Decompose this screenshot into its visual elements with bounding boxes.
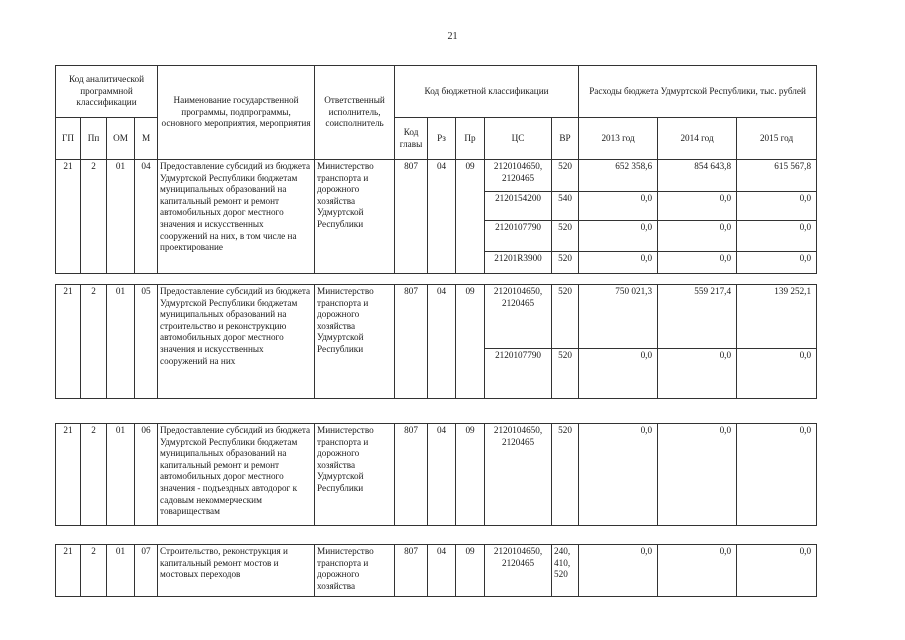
- cell-kod: 807: [395, 285, 428, 399]
- cell-vr: 520: [552, 285, 579, 349]
- cell-executor: Министерство транспорта и дорожного хозяйства: [315, 545, 395, 597]
- cell-vr: 240, 410, 520: [552, 545, 579, 597]
- cell-name: Строительство, реконструкция и капитальный ремонт мостов и мостовых переходов: [158, 545, 315, 597]
- header-name: Наименование государственной программы, подпрограммы, основного мероприятия, мероприятия: [158, 66, 315, 160]
- header-2013: 2013 год: [579, 118, 658, 160]
- page-number: 21: [447, 31, 458, 42]
- cell-gp: 21: [56, 424, 81, 526]
- cell-2014: 0,0: [658, 545, 737, 597]
- cell-rz: 04: [428, 285, 456, 399]
- table-body: [56, 160, 817, 597]
- cell-2015: 139 252,1: [737, 285, 817, 349]
- cell-om: 01: [107, 285, 135, 399]
- header-cs: ЦС: [485, 118, 552, 160]
- cell-vr: 520: [552, 160, 579, 192]
- table-row: [56, 285, 817, 349]
- cell-name: Предоставление субсидий из бюджета Удмуртской Республики бюджетам муниципальных образований на строительство и реконструкцию автомобильных дорог местного значения и искусственных сооружений на них: [158, 285, 315, 399]
- cell-2014: 854 643,8: [658, 160, 737, 192]
- cell-gp: 21: [56, 545, 81, 597]
- cell-rz: 04: [428, 545, 456, 597]
- cell-m: 06: [135, 424, 158, 526]
- cell-2015: 0,0: [737, 349, 817, 399]
- cell-pr: 09: [456, 424, 485, 526]
- cell-2014: 0,0: [658, 192, 737, 221]
- cell-2014: 559 217,4: [658, 285, 737, 349]
- cell-2014: 0,0: [658, 252, 737, 274]
- cell-cs: 2120107790: [485, 349, 552, 399]
- cell-gp: 21: [56, 285, 81, 399]
- header-rz: Рз: [428, 118, 456, 160]
- cell-2013: 0,0: [579, 349, 658, 399]
- cell-rz: 04: [428, 160, 456, 274]
- cell-m: 07: [135, 545, 158, 597]
- cell-2015: 0,0: [737, 192, 817, 221]
- cell-om: 01: [107, 160, 135, 274]
- cell-cs: 2120104650, 2120465: [485, 545, 552, 597]
- cell-m: 04: [135, 160, 158, 274]
- table-header: [56, 66, 817, 160]
- cell-2013: 0,0: [579, 424, 658, 526]
- cell-pp: 2: [81, 160, 107, 274]
- header-2014: 2014 год: [658, 118, 737, 160]
- cell-2015: 0,0: [737, 545, 817, 597]
- header-analytic-code: Код аналитической программной классификации: [56, 66, 158, 118]
- header-pp: Пп: [81, 118, 107, 160]
- cell-2015: 0,0: [737, 221, 817, 252]
- cell-rz: 04: [428, 424, 456, 526]
- cell-kod: 807: [395, 160, 428, 274]
- cell-vr: 520: [552, 349, 579, 399]
- cell-executor: Министерство транспорта и дорожного хозяйства Удмуртской Республики: [315, 424, 395, 526]
- header-expenses: Расходы бюджета Удмуртской Республики, тыс. рублей: [579, 66, 817, 118]
- cell-cs: 2120104650, 2120465: [485, 285, 552, 349]
- table-row: [56, 160, 817, 192]
- header-m: М: [135, 118, 158, 160]
- cell-2013: 0,0: [579, 221, 658, 252]
- cell-2014: 0,0: [658, 349, 737, 399]
- cell-pp: 2: [81, 545, 107, 597]
- header-vr: ВР: [552, 118, 579, 160]
- budget-table: [55, 65, 817, 597]
- header-executor: Ответственный исполнитель, соисполнитель: [315, 66, 395, 160]
- cell-pr: 09: [456, 285, 485, 399]
- cell-name: Предоставление субсидий из бюджета Удмуртской Республики бюджетам муниципальных образований на капитальный ремонт и ремонт автомобильных дорог местного значения и искусственных сооружений на них, в том числе на проектирование: [158, 160, 315, 274]
- cell-vr: 520: [552, 424, 579, 526]
- cell-executor: Министерство транспорта и дорожного хозяйства Удмуртской Республики: [315, 285, 395, 399]
- table-row: [56, 424, 817, 526]
- cell-m: 05: [135, 285, 158, 399]
- cell-pp: 2: [81, 285, 107, 399]
- cell-gp: 21: [56, 160, 81, 274]
- header-pr: Пр: [456, 118, 485, 160]
- cell-2013: 750 021,3: [579, 285, 658, 349]
- cell-2013: 0,0: [579, 252, 658, 274]
- cell-2015: 0,0: [737, 424, 817, 526]
- cell-om: 01: [107, 545, 135, 597]
- cell-name: Предоставление субсидий из бюджета Удмуртской Республики бюджетам муниципальных образований на капитальный ремонт и ремонт автомобильных дорог местного значения - подъездных автодорог к садовым некоммерческим товариществам: [158, 424, 315, 526]
- header-2015: 2015 год: [737, 118, 817, 160]
- cell-cs: 2120104650, 2120465: [485, 424, 552, 526]
- cell-vr: 540: [552, 192, 579, 221]
- table-spacer-row: [56, 399, 817, 424]
- header-kod-glavy: Код главы: [395, 118, 428, 160]
- cell-2014: 0,0: [658, 424, 737, 526]
- cell-kod: 807: [395, 424, 428, 526]
- table-row: [56, 545, 817, 597]
- cell-2013: 0,0: [579, 545, 658, 597]
- header-budget-code: Код бюджетной классификации: [395, 66, 579, 118]
- cell-2014: 0,0: [658, 221, 737, 252]
- cell-pr: 09: [456, 160, 485, 274]
- cell-vr: 520: [552, 221, 579, 252]
- cell-2015: 615 567,8: [737, 160, 817, 192]
- cell-2013: 652 358,6: [579, 160, 658, 192]
- cell-om: 01: [107, 424, 135, 526]
- cell-2015: 0,0: [737, 252, 817, 274]
- cell-cs: 2120107790: [485, 221, 552, 252]
- header-om: ОМ: [107, 118, 135, 160]
- header-gp: ГП: [56, 118, 81, 160]
- cell-cs: 21201R3900: [485, 252, 552, 274]
- table-spacer-row: [56, 526, 817, 545]
- cell-cs: 2120154200: [485, 192, 552, 221]
- cell-executor: Министерство транспорта и дорожного хозяйства Удмуртской Республики: [315, 160, 395, 274]
- cell-cs: 2120104650, 2120465: [485, 160, 552, 192]
- table-spacer-row: [56, 274, 817, 285]
- cell-kod: 807: [395, 545, 428, 597]
- cell-2013: 0,0: [579, 192, 658, 221]
- cell-pp: 2: [81, 424, 107, 526]
- cell-vr: 520: [552, 252, 579, 274]
- cell-pr: 09: [456, 545, 485, 597]
